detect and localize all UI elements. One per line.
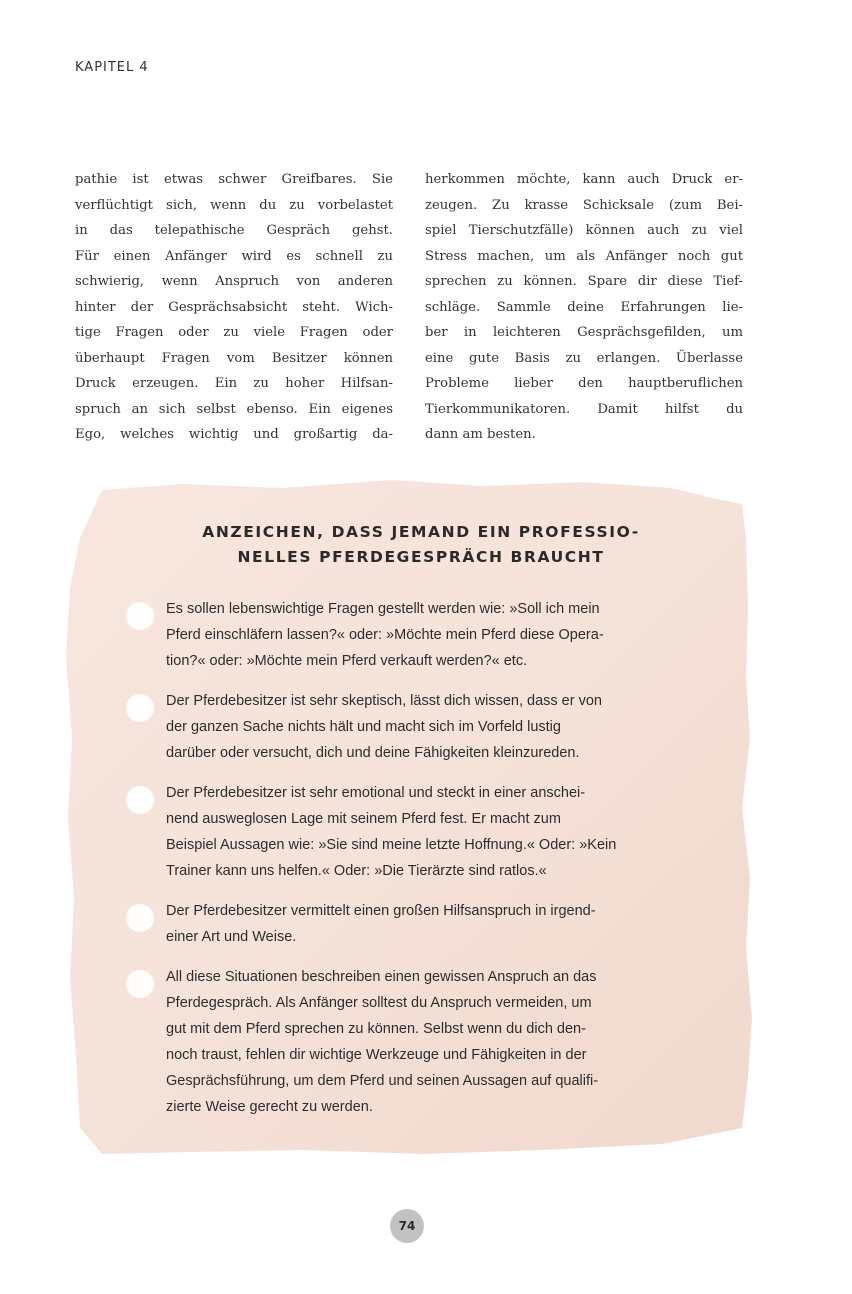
- item-line: Trainer kann uns helfen.« Oder: »Die Tierärzte sind ratlos.«: [166, 863, 547, 879]
- list-item: [124, 688, 744, 766]
- item-line: der ganzen Sache nichts hält und macht sich im Vorfeld lustig: [166, 719, 561, 735]
- text-line: dann am besten.: [425, 427, 536, 442]
- text-line: herkommen möchte, kann auch Druck er-: [425, 172, 743, 187]
- item-line: zierte Weise gerecht zu werden.: [166, 1099, 373, 1115]
- chapter-header: KAPITEL 4: [75, 60, 149, 75]
- list-item: [124, 898, 744, 950]
- text-line: Stress machen, um als Anfänger noch gut: [425, 248, 743, 264]
- item-line: Der Pferdebesitzer vermittelt einen großen Hilfsanspruch in irgend-: [166, 903, 596, 919]
- box-title-line: ANZEICHEN, DASS JEMAND EIN PROFESSIO-: [202, 523, 640, 541]
- text-line: Ego, welches wichtig und großartig da-: [75, 427, 393, 442]
- list-item: [124, 964, 744, 1120]
- item-line: Pferdegespräch. Als Anfänger solltest du Anspruch vermeiden, um: [166, 995, 592, 1011]
- bullet-dot-icon: [126, 904, 154, 932]
- item-line: Beispiel Aussagen wie: »Sie sind meine letzte Hoffnung.« Oder: »Kein: [166, 837, 617, 853]
- bullet-list: [124, 596, 744, 1134]
- item-line: tion?« oder: »Möchte mein Pferd verkauft werden?« etc.: [166, 653, 528, 669]
- text-line: in das telepathische Gespräch gehst.: [75, 223, 393, 238]
- text-line: verflüchtigt sich, wenn du zu vorbelastet: [75, 197, 393, 213]
- bullet-dot-icon: [126, 786, 154, 814]
- text-line: Tierkommunikatoren. Damit hilfst du: [425, 401, 743, 417]
- text-line: tige Fragen oder zu viele Fragen oder: [75, 325, 393, 340]
- bullet-dot-icon: [126, 694, 154, 722]
- bullet-dot-icon: [126, 602, 154, 630]
- page-number: 74: [390, 1209, 424, 1243]
- item-line: All diese Situationen beschreiben einen gewissen Anspruch an das: [166, 969, 597, 985]
- info-box: [62, 478, 780, 1158]
- item-line: Pferd einschläfern lassen?« oder: »Möchte mein Pferd diese Opera-: [166, 627, 604, 643]
- text-line: eine gute Basis zu erlangen. Überlasse: [425, 350, 743, 366]
- item-line: darüber oder versucht, dich und deine Fähigkeiten kleinzureden.: [166, 745, 580, 761]
- item-line: Der Pferdebesitzer ist sehr skeptisch, lässt dich wissen, dass er von: [166, 693, 602, 709]
- item-line: nend ausweglosen Lage mit seinem Pferd fest. Er macht zum: [166, 811, 561, 827]
- text-line: sprechen zu können. Spare dir diese Tief-: [425, 274, 743, 289]
- box-title: [62, 520, 780, 570]
- text-line: Für einen Anfänger wird es schnell zu: [75, 248, 393, 264]
- text-line: Probleme lieber den hauptberuflichen: [425, 376, 743, 391]
- text-line: überhaupt Fragen vom Besitzer können: [75, 350, 393, 366]
- list-item: [124, 596, 744, 674]
- text-line: schläge. Sammle deine Erfahrungen lie-: [425, 299, 743, 315]
- item-line: Der Pferdebesitzer ist sehr emotional und steckt in einer anschei-: [166, 785, 586, 801]
- item-line: gut mit dem Pferd sprechen zu können. Selbst wenn du dich den-: [166, 1021, 586, 1037]
- body-column-left: [75, 167, 393, 448]
- bullet-dot-icon: [126, 970, 154, 998]
- text-line: hinter der Gesprächsabsicht steht. Wich-: [75, 299, 393, 315]
- text-line: schwierig, wenn Anspruch von anderen: [75, 274, 393, 289]
- text-line: spiel Tierschutzfälle) können auch zu viel: [425, 223, 743, 238]
- text-line: zeugen. Zu krasse Schicksale (zum Bei-: [425, 197, 743, 213]
- item-line: noch traust, fehlen dir wichtige Werkzeuge und Fähigkeiten in der: [166, 1047, 587, 1063]
- text-line: pathie ist etwas schwer Greifbares. Sie: [75, 172, 393, 187]
- item-line: Gesprächsführung, um dem Pferd und seinen Aussagen auf qualifi-: [166, 1073, 599, 1089]
- box-title-line: NELLES PFERDEGESPRÄCH BRAUCHT: [237, 548, 605, 566]
- item-line: Es sollen lebenswichtige Fragen gestellt werden wie: »Soll ich mein: [166, 601, 600, 617]
- item-line: einer Art und Weise.: [166, 929, 297, 945]
- body-column-right: [425, 167, 743, 448]
- list-item: [124, 780, 744, 884]
- text-line: ber in leichteren Gesprächsgefilden, um: [425, 325, 743, 340]
- text-line: Druck erzeugen. Ein zu hoher Hilfsan-: [75, 376, 393, 391]
- text-line: spruch an sich selbst ebenso. Ein eigenes: [75, 401, 393, 417]
